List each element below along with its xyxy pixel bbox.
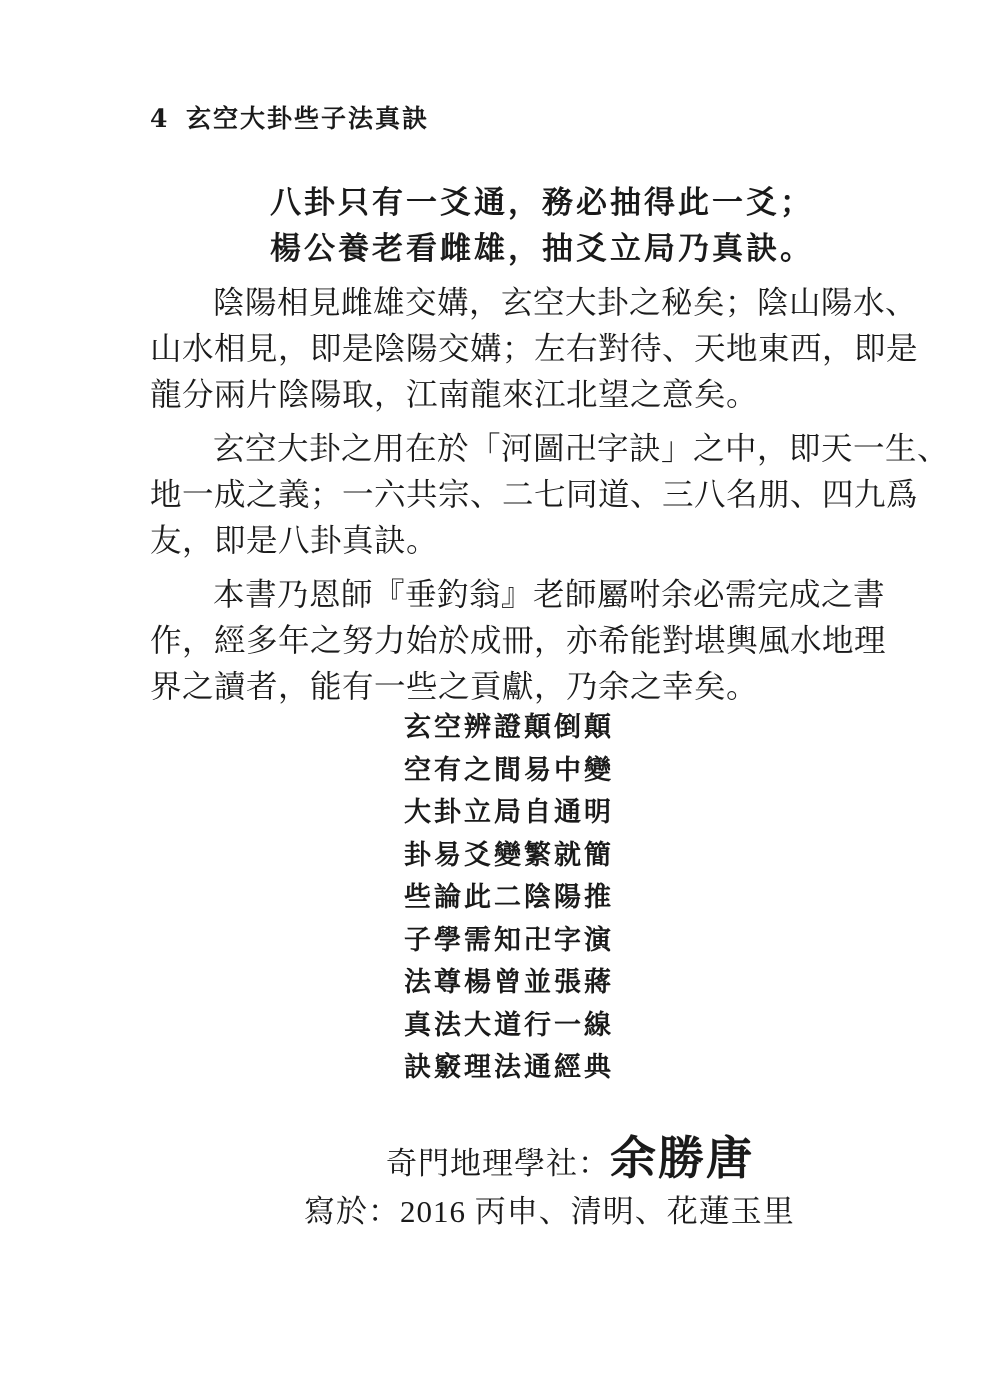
paragraph-line: 陰陽相見雌雄交媾，玄空大卦之秘矣；陰山陽水、 bbox=[213, 285, 918, 321]
paragraph-line: 界之讀者，能有一些之貢獻，乃余之幸矣。 bbox=[150, 669, 759, 705]
book-title: 玄空大卦些子法真訣 bbox=[186, 104, 430, 133]
poem-line: 法尊楊曾並張蔣 bbox=[404, 967, 614, 998]
paragraph bbox=[150, 572, 887, 710]
dateline: 寫於：2016 丙申、清明、花蓮玉里 bbox=[304, 1194, 795, 1229]
running-header bbox=[150, 103, 429, 135]
verse-line: 八卦只有一爻通，務必抽得此一爻； bbox=[270, 185, 814, 221]
poem-line: 些論此二陰陽推 bbox=[404, 882, 614, 913]
page-number: 4 bbox=[150, 104, 170, 133]
signature bbox=[386, 1122, 754, 1188]
paragraph-line: 地一成之義；一六共宗、二七同道、三八名朋、四九爲 bbox=[150, 477, 919, 513]
poem-line: 空有之間易中變 bbox=[404, 754, 614, 786]
paragraph bbox=[150, 426, 950, 564]
paragraph-line: 友，即是八卦真訣。 bbox=[150, 523, 439, 559]
paragraph-line: 玄空大卦之用在於「河圖卍字訣」之中，即天一生、 bbox=[213, 431, 950, 467]
poem-line: 玄空辨證顛倒顛 bbox=[404, 712, 614, 743]
body-text bbox=[150, 280, 950, 718]
poem-line: 訣竅理法通經典 bbox=[404, 1052, 614, 1083]
poem-line: 卦易爻變繁就簡 bbox=[404, 839, 614, 871]
paragraph-line: 山水相見，即是陰陽交媾；左右對待、天地東西，即是 bbox=[150, 331, 919, 367]
paragraph bbox=[150, 280, 919, 418]
acrostic-poem bbox=[404, 707, 614, 1090]
paragraph-line: 本書乃恩師『垂釣翁』老師屬咐余必需完成之書 bbox=[213, 577, 886, 613]
organization-name: 奇門地理學社： bbox=[386, 1146, 610, 1182]
paragraph-line: 龍分兩片陰陽取，江南龍來江北望之意矣。 bbox=[150, 377, 759, 413]
opening-verse bbox=[270, 180, 814, 272]
poem-line: 大卦立局自通明 bbox=[404, 797, 614, 828]
paragraph-line: 作，經多年之努力始於成冊，亦希能對堪輿風水地理 bbox=[150, 623, 887, 659]
verse-line: 楊公養老看雌雄，抽爻立局乃真訣。 bbox=[270, 231, 814, 267]
poem-line: 真法大道行一線 bbox=[404, 1009, 614, 1041]
author-name: 余勝唐 bbox=[610, 1131, 754, 1185]
poem-line: 子學需知卍字演 bbox=[404, 924, 614, 956]
